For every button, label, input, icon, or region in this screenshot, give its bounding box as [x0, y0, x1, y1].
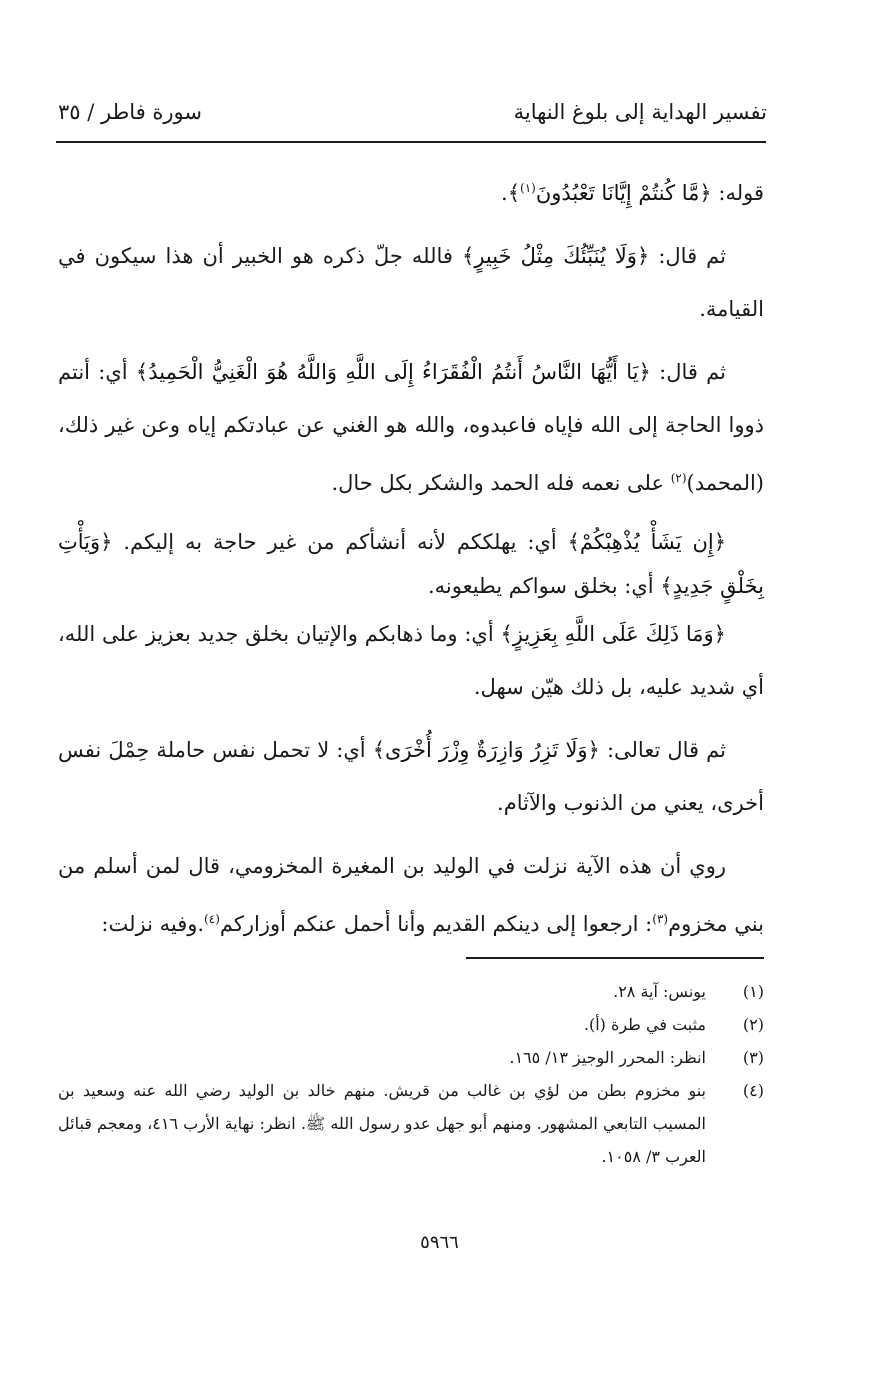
quran-quote: ﴾.	[501, 181, 521, 205]
footnote-marker: (٢)	[670, 471, 687, 485]
paragraph	[58, 230, 764, 336]
text-run: قوله:	[711, 181, 764, 205]
paragraph	[58, 520, 764, 608]
footnote-text: انظر: المحرر الوجيز ١٣/ ١٦٥.	[509, 1048, 706, 1067]
main-text	[58, 162, 764, 951]
text-run: .وفيه نزلت:	[101, 912, 205, 936]
text-run: روي أن هذه الآية نزلت في الوليد بن المغيرة المخزومي، قال لمن أسلم من بني مخزوم	[58, 854, 764, 936]
footnote-rule	[466, 957, 764, 959]
footnote-text: بنو مخزوم بطن من لؤي بن غالب من قريش. منهم خالد بن الوليد رضي الله عنه وسعيد بن المسيب التابعي المشهور. ومنهم أبو جهل عدو رسول الله ﷺ. انظر: نهاية الأرب ٤١٦، ومعجم قبائل العرب ٣/ ١٠٥٨.	[58, 1081, 706, 1166]
text-run: فالله جلّ ذكره هو الخبير أن هذا سيكون في القيامة.	[58, 244, 764, 321]
quran-quote: ﴿مَّا كُنتُمْ إِيَّانَا تَعْبُدُونَ	[535, 181, 712, 205]
quran-quote: ﴿وَلَا يُنَبِّئُكَ مِثْلُ خَبِيرٍ﴾	[462, 244, 650, 268]
text-run: : ارجعوا إلى دينكم القديم وأنا أحمل عنكم أوزاركم	[219, 912, 653, 936]
text-run: أي: أنتم ذووا الحاجة إلى الله فإياه فاعبدوه، والله هو الغني عن عبادتكم إياه وعن غير ذلك، (المحمد)	[58, 360, 764, 495]
quran-quote: ﴿وَيَأْتِ بِخَلْقٍ جَدِيدٍ﴾	[58, 530, 764, 598]
footnotes	[58, 975, 764, 1173]
footnote	[58, 975, 764, 1008]
footnote-text: يونس: آية ٢٨.	[613, 982, 706, 1001]
text-run: ثم قال تعالى:	[599, 738, 726, 762]
paragraph	[58, 346, 764, 510]
text-run: ثم قال:	[649, 244, 726, 268]
footnote	[58, 1008, 764, 1041]
footnote-number: (٣)	[742, 1048, 764, 1067]
text-run: ثم قال:	[650, 360, 726, 384]
text-run: أي: وما ذهابكم والإتيان بخلق جديد بعزيز على الله، أي شديد عليه، بل ذلك هيّن سهل.	[58, 622, 764, 699]
footnote-marker: (٤)	[204, 912, 220, 926]
running-header	[58, 100, 767, 136]
book-title: تفسير الهداية إلى بلوغ النهاية	[513, 100, 767, 124]
text-run: أي: يهلككم لأنه أنشأكم من غير حاجة به إليكم.	[112, 530, 568, 554]
footnote	[58, 1074, 764, 1173]
header-rule	[56, 141, 766, 143]
text-run: أي: بخلق سواكم يطيعونه.	[427, 574, 661, 598]
footnote-marker: (١)	[520, 181, 536, 195]
footnote-number: (١)	[742, 982, 764, 1001]
text-run: على نعمه فله الحمد والشكر بكل حال.	[331, 471, 671, 495]
page-number: ٥٩٦٦	[420, 1232, 459, 1253]
footnote-text: مثبت في طرة (أ).	[583, 1015, 706, 1034]
footnote-marker: (٣)	[652, 912, 669, 926]
paragraph	[58, 608, 764, 714]
footnote	[58, 1041, 764, 1074]
footnote-number: (٤)	[742, 1081, 764, 1100]
paragraph	[58, 840, 764, 951]
quran-quote: ﴿وَمَا ذَلِكَ عَلَى اللَّهِ بِعَزِيزٍ﴾	[500, 622, 726, 646]
quran-quote: ﴿يَا أَيُّهَا النَّاسُ أَنتُمُ الْفُقَرَاءُ إِلَى اللَّهِ وَاللَّهُ هُوَ الْغَنِيُّ الْحَمِيدُ﴾	[135, 360, 651, 384]
quran-quote: ﴿إِن يَشَأْ يُذْهِبْكُمْ﴾	[567, 530, 727, 554]
paragraph	[58, 724, 764, 830]
text-run: أي: لا تحمل نفس حاملة حِمْلَ نفس أخرى، يعني من الذنوب والآثام.	[58, 738, 764, 815]
footnote-number: (٢)	[742, 1015, 764, 1034]
quran-quote: ﴿وَلَا تَزِرُ وَازِرَةٌ وِزْرَ أُخْرَى﴾	[372, 738, 600, 762]
surah-reference: سورة فاطر / ٣٥	[58, 100, 202, 124]
paragraph	[58, 162, 764, 220]
